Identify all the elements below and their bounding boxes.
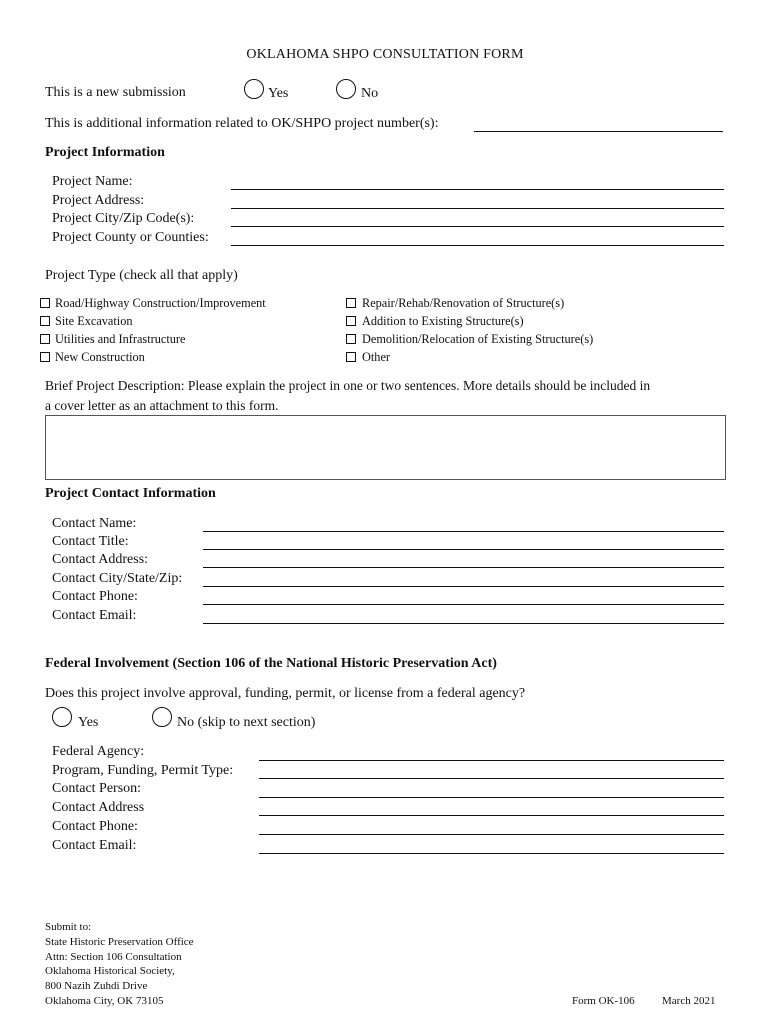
submit-line: Submit to: — [45, 921, 92, 933]
federal-no-radio[interactable] — [152, 707, 172, 727]
page-title: OKLAHOMA SHPO CONSULTATION FORM — [246, 47, 524, 62]
federal-contact-address-field[interactable] — [259, 815, 724, 816]
new-submission-yes-label: Yes — [268, 86, 289, 101]
contact-info-heading: Project Contact Information — [45, 486, 216, 501]
demolition-checkbox[interactable] — [346, 334, 356, 344]
submit-line: Attn: Section 106 Consultation — [45, 950, 182, 963]
project-county-label: Project County or Counties: — [52, 230, 209, 245]
new-submission-no-label: No — [361, 86, 379, 101]
submit-line: State Historic Preservation Office — [45, 935, 194, 948]
form-id: Form OK-106 — [572, 995, 635, 1007]
new-submission-label: This is a new submission — [45, 85, 186, 100]
other-label: Other — [362, 350, 390, 364]
contact-address-field[interactable] — [203, 567, 724, 568]
federal-no-label: No (skip to next section) — [177, 715, 316, 730]
program-funding-field[interactable] — [259, 778, 724, 779]
federal-yes-radio[interactable] — [52, 707, 72, 727]
addition-checkbox[interactable] — [346, 316, 356, 326]
submit-address-block — [45, 920, 194, 1009]
project-address-label: Project Address: — [52, 193, 145, 208]
federal-yes-label: Yes — [78, 715, 99, 730]
federal-heading: Federal Involvement (Section 106 of the National Historic Preservation Act) — [45, 656, 497, 671]
addition-label: Addition to Existing Structure(s) — [362, 314, 524, 328]
contact-city-state-zip-field[interactable] — [203, 586, 724, 587]
demolition-label: Demolition/Relocation of Existing Structure(s) — [362, 332, 594, 346]
project-name-field[interactable] — [231, 189, 724, 190]
road-highway-checkbox[interactable] — [40, 298, 50, 308]
new-construction-checkbox[interactable] — [40, 352, 50, 362]
federal-contact-address-label: Contact Address — [52, 800, 145, 815]
federal-agency-label: Federal Agency: — [52, 744, 145, 759]
contact-name-field[interactable] — [203, 531, 724, 532]
project-info-heading: Project Information — [45, 145, 165, 160]
submit-line: Oklahoma City, OK 73105 — [45, 994, 164, 1007]
contact-address-label: Contact Address: — [52, 552, 149, 567]
federal-contact-email-label: Contact Email: — [52, 838, 137, 853]
project-county-field[interactable] — [231, 245, 724, 246]
federal-question: Does this project involve approval, funding, permit, or license from a federal agency? — [45, 686, 526, 701]
repair-rehab-label: Repair/Rehab/Renovation of Structure(s) — [362, 296, 565, 310]
site-excavation-label: Site Excavation — [55, 314, 133, 328]
project-city-zip-field[interactable] — [231, 226, 724, 227]
contact-email-field[interactable] — [203, 623, 724, 624]
federal-contact-email-field[interactable] — [259, 853, 724, 854]
contact-title-field[interactable] — [203, 549, 724, 550]
federal-contact-person-label: Contact Person: — [52, 781, 142, 796]
project-address-field[interactable] — [231, 208, 724, 209]
program-funding-label: Program, Funding, Permit Type: — [52, 763, 234, 778]
new-submission-yes-radio[interactable] — [244, 79, 264, 99]
site-excavation-checkbox[interactable] — [40, 316, 50, 326]
utilities-label: Utilities and Infrastructure — [55, 332, 186, 346]
project-description-textarea[interactable] — [45, 415, 726, 480]
additional-info-label: This is additional information related to OK/SHPO project number(s): — [45, 116, 439, 131]
submit-line: Oklahoma Historical Society, — [45, 965, 175, 978]
project-name-label: Project Name: — [52, 174, 133, 189]
new-submission-no-radio[interactable] — [336, 79, 356, 99]
project-type-heading: Project Type (check all that apply) — [45, 268, 238, 283]
submit-line: 800 Nazih Zuhdi Drive — [45, 980, 148, 993]
federal-contact-person-field[interactable] — [259, 797, 724, 798]
federal-contact-phone-field[interactable] — [259, 834, 724, 835]
contact-phone-label: Contact Phone: — [52, 589, 138, 604]
description-prompt-line1: Brief Project Description: Please explain the project in one or two sentences. More details should be included in — [45, 378, 651, 393]
project-city-zip-label: Project City/Zip Code(s): — [52, 211, 195, 226]
form-date: March 2021 — [662, 995, 716, 1007]
description-prompt-line2: a cover letter as an attachment to this form. — [45, 398, 279, 413]
contact-email-label: Contact Email: — [52, 608, 137, 623]
project-number-field[interactable] — [474, 131, 723, 132]
repair-rehab-checkbox[interactable] — [346, 298, 356, 308]
road-highway-label: Road/Highway Construction/Improvement — [55, 296, 266, 310]
federal-agency-field[interactable] — [259, 760, 724, 761]
contact-city-state-zip-label: Contact City/State/Zip: — [52, 571, 183, 586]
utilities-checkbox[interactable] — [40, 334, 50, 344]
contact-title-label: Contact Title: — [52, 534, 129, 549]
new-construction-label: New Construction — [55, 350, 145, 364]
other-checkbox[interactable] — [346, 352, 356, 362]
federal-contact-phone-label: Contact Phone: — [52, 819, 138, 834]
contact-phone-field[interactable] — [203, 604, 724, 605]
contact-name-label: Contact Name: — [52, 516, 137, 531]
